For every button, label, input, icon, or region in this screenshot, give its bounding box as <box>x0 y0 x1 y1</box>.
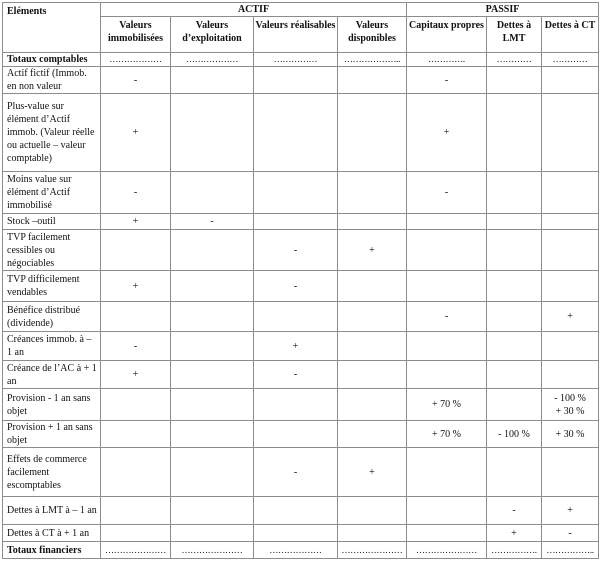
cell-valeurs-exploitation: ……………… <box>171 53 254 67</box>
cell-valeurs-exploitation: - <box>171 214 254 230</box>
cell-dettes-ct <box>542 389 599 421</box>
row-label: Dettes à CT à + 1 an <box>3 525 101 542</box>
cell-dettes-lmt: - 100 % <box>487 421 542 448</box>
row-label: Totaux comptables <box>3 53 101 67</box>
cell-capitaux-propres <box>407 230 487 271</box>
cell-valeurs-exploitation: ………………… <box>171 542 254 559</box>
cell-valeurs-disponibles <box>338 214 407 230</box>
table-row-creances-immob <box>3 332 599 361</box>
col-header-valeurs-realisables: Valeurs réalisables <box>254 17 338 53</box>
cell-capitaux-propres: …………. <box>407 53 487 67</box>
row-label: TVP difficilement vendables <box>3 271 101 302</box>
cell-dettes-lmt <box>487 332 542 361</box>
cell-valeurs-disponibles <box>338 172 407 214</box>
cell-capitaux-propres: ………………… <box>407 542 487 559</box>
cell-dettes-ct: ………… <box>542 53 599 67</box>
cell-valeurs-realisables <box>254 67 338 94</box>
cell-value-line: + 30 % <box>555 405 585 417</box>
col-header-capitaux-propres: Capitaux propres <box>407 17 487 53</box>
cell-valeurs-exploitation <box>171 497 254 525</box>
table-row-totaux-comptables <box>3 53 599 67</box>
table-row-effets-de-commerce <box>3 448 599 497</box>
cell-valeurs-realisables <box>254 497 338 525</box>
cell-dettes-ct <box>542 67 599 94</box>
row-label: Bénéfice distribué (dividende) <box>3 302 101 332</box>
cell-valeurs-immobilisees <box>101 448 171 497</box>
table-row-provision-plus-1-an <box>3 421 599 448</box>
table-row-dettes-ct-plus-1-an <box>3 525 599 542</box>
cell-valeurs-immobilisees <box>101 525 171 542</box>
row-label: Créances immob. à – 1 an <box>3 332 101 361</box>
table-row-tvp-difficilement-vendables <box>3 271 599 302</box>
cell-valeurs-disponibles <box>338 332 407 361</box>
cell-dettes-ct <box>542 332 599 361</box>
cell-dettes-ct <box>542 214 599 230</box>
cell-valeurs-exploitation <box>171 332 254 361</box>
cell-valeurs-immobilisees: - <box>101 172 171 214</box>
cell-capitaux-propres: - <box>407 172 487 214</box>
cell-dettes-lmt <box>487 361 542 389</box>
table-row-dettes-lmt-moins-1-an <box>3 497 599 525</box>
cell-dettes-lmt: + <box>487 525 542 542</box>
cell-dettes-lmt <box>487 172 542 214</box>
cell-valeurs-realisables: ……………… <box>254 542 338 559</box>
table-row-provision-moins-1-an <box>3 389 599 421</box>
row-label: TVP facilement cessibles ou négociables <box>3 230 101 271</box>
row-label: Totaux financiers <box>3 542 101 559</box>
cell-valeurs-exploitation <box>171 302 254 332</box>
col-header-dettes-ct: Dettes à CT <box>542 17 599 53</box>
table-body <box>3 53 599 559</box>
cell-dettes-ct: + <box>542 497 599 525</box>
header-group-row <box>3 3 599 17</box>
row-label: Stock –outil <box>3 214 101 230</box>
header-passif: PASSIF <box>407 3 599 17</box>
cell-dettes-ct <box>542 271 599 302</box>
row-label: Actif fictif (Immob. en non valeur <box>3 67 101 94</box>
cell-dettes-lmt <box>487 67 542 94</box>
cell-valeurs-disponibles <box>338 389 407 421</box>
cell-capitaux-propres: + <box>407 94 487 172</box>
cell-valeurs-realisables: - <box>254 230 338 271</box>
cell-valeurs-exploitation <box>171 67 254 94</box>
cell-valeurs-disponibles <box>338 271 407 302</box>
row-label: Moins value sur élément d’Actif immobilisé <box>3 172 101 214</box>
cell-valeurs-exploitation <box>171 271 254 302</box>
cell-capitaux-propres: - <box>407 302 487 332</box>
cell-valeurs-realisables <box>254 172 338 214</box>
col-header-dettes-lmt: Dettes à LMT <box>487 17 542 53</box>
col-header-valeurs-disponibles: Valeurs disponibles <box>338 17 407 53</box>
row-label: Effets de commerce facilement escomptables <box>3 448 101 497</box>
cell-dettes-lmt <box>487 389 542 421</box>
cell-valeurs-immobilisees <box>101 497 171 525</box>
cell-dettes-ct <box>542 361 599 389</box>
cell-valeurs-immobilisees: - <box>101 332 171 361</box>
cell-valeurs-realisables: - <box>254 271 338 302</box>
cell-valeurs-disponibles <box>338 421 407 448</box>
cell-dettes-lmt: ……………. <box>487 542 542 559</box>
cell-valeurs-immobilisees: + <box>101 214 171 230</box>
row-label: Dettes à LMT à – 1 an <box>3 497 101 525</box>
cell-valeurs-exploitation <box>171 94 254 172</box>
cell-dettes-lmt <box>487 230 542 271</box>
cell-valeurs-realisables <box>254 94 338 172</box>
cell-valeurs-exploitation <box>171 448 254 497</box>
cell-valeurs-disponibles <box>338 361 407 389</box>
cell-dettes-ct <box>542 172 599 214</box>
cell-capitaux-propres <box>407 271 487 302</box>
table-row-tvp-cessibles <box>3 230 599 271</box>
row-label: Plus-value sur élément d’Actif immob. (Valeur réelle ou actuelle – valeur comptable) <box>3 94 101 172</box>
cell-valeurs-immobilisees: + <box>101 94 171 172</box>
cell-capitaux-propres <box>407 214 487 230</box>
cell-valeurs-disponibles: ……………….. <box>338 53 407 67</box>
cell-dettes-ct: + <box>542 302 599 332</box>
cell-dettes-lmt: ………… <box>487 53 542 67</box>
cell-valeurs-exploitation <box>171 172 254 214</box>
cell-dettes-ct <box>542 230 599 271</box>
cell-valeurs-immobilisees <box>101 302 171 332</box>
cell-valeurs-disponibles <box>338 525 407 542</box>
cell-capitaux-propres <box>407 361 487 389</box>
cell-valeurs-exploitation <box>171 361 254 389</box>
cell-valeurs-immobilisees: ……………… <box>101 53 171 67</box>
cell-dettes-lmt <box>487 214 542 230</box>
cell-valeurs-disponibles: ………………… <box>338 542 407 559</box>
table-row-benefice-distribue <box>3 302 599 332</box>
cell-valeurs-realisables <box>254 421 338 448</box>
cell-capitaux-propres <box>407 497 487 525</box>
cell-valeurs-exploitation <box>171 389 254 421</box>
cell-dettes-lmt <box>487 94 542 172</box>
table-row-stock-outil <box>3 214 599 230</box>
cell-dettes-ct: …………….. <box>542 542 599 559</box>
cell-valeurs-realisables <box>254 389 338 421</box>
cell-dettes-lmt <box>487 302 542 332</box>
table-row-creance-ac <box>3 361 599 389</box>
cell-dettes-lmt: - <box>487 497 542 525</box>
balance-sheet-adjustment-table <box>2 2 599 559</box>
cell-capitaux-propres <box>407 332 487 361</box>
cell-valeurs-realisables <box>254 302 338 332</box>
cell-valeurs-immobilisees: + <box>101 361 171 389</box>
cell-valeurs-disponibles: + <box>338 230 407 271</box>
header-actif: ACTIF <box>101 3 407 17</box>
row-label: Provision - 1 an sans objet <box>3 389 101 421</box>
cell-valeurs-realisables: - <box>254 361 338 389</box>
col-header-valeurs-exploitation: Valeurs d’exploitation <box>171 17 254 53</box>
row-label: Créance de l’AC à + 1 an <box>3 361 101 389</box>
cell-capitaux-propres <box>407 525 487 542</box>
cell-valeurs-immobilisees: - <box>101 67 171 94</box>
cell-capitaux-propres: + 70 % <box>407 421 487 448</box>
cell-valeurs-realisables: …………… <box>254 53 338 67</box>
col-header-valeurs-immobilisees: Valeurs immobilisées <box>101 17 171 53</box>
cell-dettes-ct <box>542 448 599 497</box>
table-row-moins-value <box>3 172 599 214</box>
row-label: Provision + 1 an sans objet <box>3 421 101 448</box>
cell-valeurs-immobilisees: ………………… <box>101 542 171 559</box>
cell-valeurs-realisables <box>254 214 338 230</box>
cell-value-line: - 100 % <box>554 392 586 404</box>
cell-valeurs-disponibles <box>338 94 407 172</box>
cell-dettes-ct: - <box>542 525 599 542</box>
header-elements: Eléments <box>3 3 101 53</box>
table-row-plus-value <box>3 94 599 172</box>
cell-valeurs-immobilisees: + <box>101 271 171 302</box>
cell-valeurs-disponibles: + <box>338 448 407 497</box>
cell-capitaux-propres: - <box>407 67 487 94</box>
cell-dettes-lmt <box>487 271 542 302</box>
cell-capitaux-propres: + 70 % <box>407 389 487 421</box>
cell-valeurs-realisables: + <box>254 332 338 361</box>
cell-dettes-ct: + 30 % <box>542 421 599 448</box>
table-row-actif-fictif <box>3 67 599 94</box>
cell-valeurs-exploitation <box>171 421 254 448</box>
cell-valeurs-exploitation <box>171 230 254 271</box>
cell-valeurs-disponibles <box>338 67 407 94</box>
cell-valeurs-realisables <box>254 525 338 542</box>
cell-dettes-lmt <box>487 448 542 497</box>
cell-valeurs-disponibles <box>338 497 407 525</box>
table-row-totaux-financiers <box>3 542 599 559</box>
cell-valeurs-exploitation <box>171 525 254 542</box>
cell-valeurs-disponibles <box>338 302 407 332</box>
cell-dettes-ct <box>542 94 599 172</box>
cell-capitaux-propres <box>407 448 487 497</box>
cell-valeurs-immobilisees <box>101 421 171 448</box>
cell-valeurs-realisables: - <box>254 448 338 497</box>
balance-sheet-adjustment-table-wrapper <box>2 2 599 559</box>
cell-valeurs-immobilisees <box>101 389 171 421</box>
cell-valeurs-immobilisees <box>101 230 171 271</box>
